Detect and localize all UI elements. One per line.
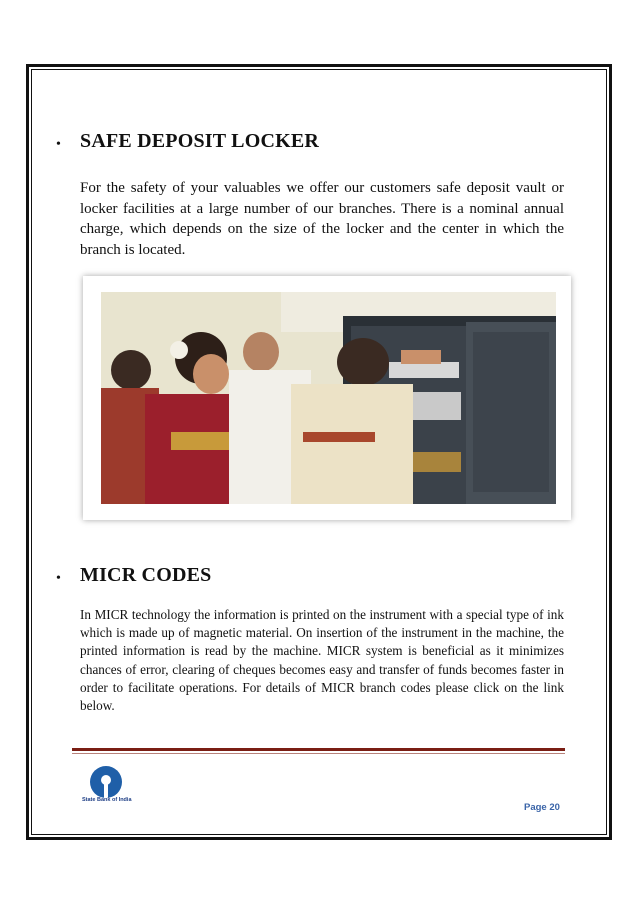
sbi-logo-icon: [88, 764, 124, 800]
locker-photo-frame: [83, 276, 571, 520]
footer-rule: [72, 748, 565, 751]
footer-rule-thin: [72, 753, 565, 754]
section-heading-micr-codes: MICR CODES: [80, 564, 212, 586]
locker-photo: [101, 292, 556, 504]
bullet-point: •: [56, 571, 61, 586]
logo-caption: State Bank of India: [82, 797, 132, 803]
section-body-safe-deposit-locker: For the safety of your valuables we offer our customers safe deposit vault or locker facilities at a large number of our branches. There is a nominal annual charge, which depends on the size of the locker and the center in which the branch is located.: [80, 180, 564, 258]
bullet-point: •: [56, 137, 61, 152]
section-heading-safe-deposit-locker: SAFE DEPOSIT LOCKER: [80, 130, 320, 152]
page-number: Page 20: [524, 802, 560, 813]
section-body-micr-codes: In MICR technology the information is printed on the instrument with a special type of ink which is made up of magnetic material. On insertion of the instrument in the machine, the printed information is read by the machine. MICR system is beneficial as it minimizes chances of error, clearing of cheques becomes easy and transfer of funds becomes faster in order to facilitate operations. For details of MICR branch codes please click on the link below.: [80, 607, 564, 714]
